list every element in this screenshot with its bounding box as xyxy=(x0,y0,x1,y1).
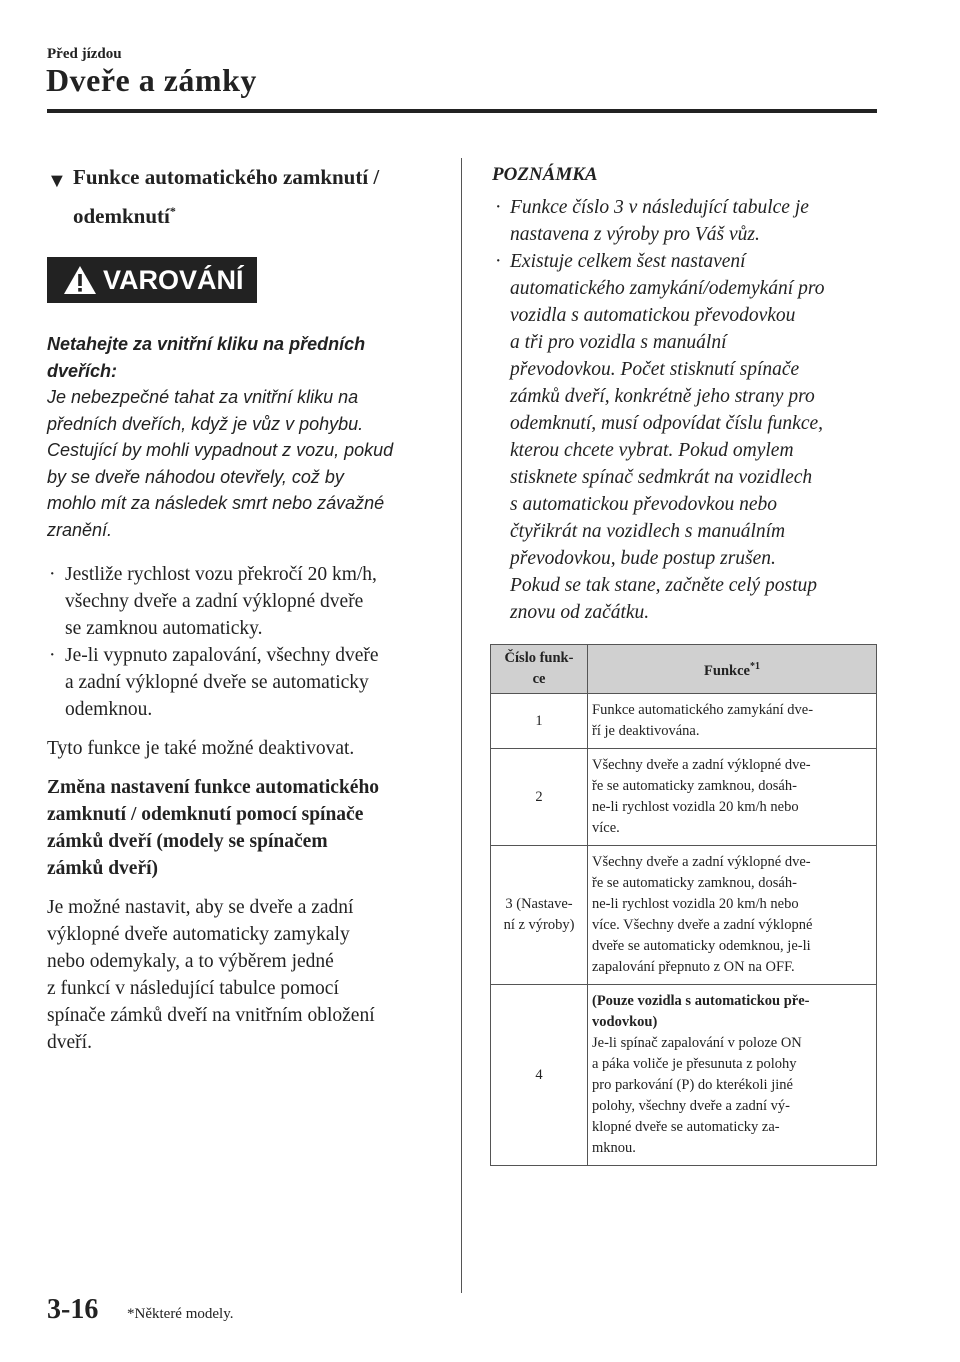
footnote-mark: *1 xyxy=(749,661,760,673)
subhead-line: Funkce automatického zamknutí / xyxy=(73,165,380,189)
cell-line: ře se automaticky zamknou, dosáh- xyxy=(592,778,797,794)
column-header-function: Funkce$^{*1}$ xyxy=(588,645,877,694)
footnote-mark: * xyxy=(169,204,176,218)
note-list xyxy=(492,194,877,626)
note-line: znovu od začátku. xyxy=(510,602,650,623)
note-line: převodovkou. Počet stisknutí spínače xyxy=(510,359,800,380)
note-line: Funkce číslo 3 v následující tabulce je xyxy=(510,197,809,218)
function-description-cell xyxy=(588,846,877,985)
right-column xyxy=(492,160,877,626)
bold-line: zamknutí / odemknutí pomocí spínače xyxy=(47,804,364,825)
bold-line: zámků dveří (modely se spínačem xyxy=(47,831,328,852)
cell-line: klopné dveře se automaticky za- xyxy=(592,1119,780,1135)
warning-text-line: zranění. xyxy=(47,519,113,540)
list-item xyxy=(47,561,442,642)
bold-line: zámků dveří) xyxy=(47,858,159,879)
warning-heading-line: dveřích: xyxy=(47,360,118,381)
cell-line: Funkce automatického zamykání dve- xyxy=(592,702,814,718)
cell-line: ne-li rychlost vozidla 20 km/h nebo xyxy=(592,799,799,815)
note-line: stisknete spínač sedmkrát na vozidlech xyxy=(510,467,813,488)
cell-line: ní z výroby) xyxy=(503,917,575,933)
cell-line: více. xyxy=(592,820,620,836)
bold-line: Změna nastavení funkce automatického xyxy=(47,777,380,798)
warning-text-line: předních dveřích, když je vůz v pohybu. xyxy=(47,413,364,434)
subhead-line: odemknutí* xyxy=(73,204,176,228)
paragraph xyxy=(47,894,442,1056)
para-line: nebo odemykaly, a to výběrem jedné xyxy=(47,951,334,972)
note-line: převodovkou, bude postup zrušen. xyxy=(510,548,776,569)
para-line: Je možné nastavit, aby se dveře a zadní xyxy=(47,897,354,918)
bold-heading-paragraph xyxy=(47,774,442,882)
cell-line: více. Všechny dveře a zadní výklopné xyxy=(592,917,813,933)
paragraph: Tyto funkce je také možné deaktivovat. xyxy=(47,738,355,759)
note-line: vozidla s automatickou převodovkou xyxy=(510,305,796,326)
warning-body xyxy=(47,331,442,543)
bullet-dot-icon: · xyxy=(495,197,502,218)
list-item xyxy=(492,248,877,626)
bullet-line: Je-li vypnuto zapalování, všechny dveře xyxy=(65,645,379,666)
cell-line: Všechny dveře a zadní výklopné dve- xyxy=(592,854,811,870)
page-number: 3-16 xyxy=(47,1294,99,1325)
table-row xyxy=(491,694,877,749)
function-description-cell xyxy=(588,694,877,749)
table-row xyxy=(491,985,877,1166)
warning-text-line: mohlo mít za následek smrt nebo závažné xyxy=(47,493,385,513)
warning-heading-line: Netahejte za vnitřní kliku na předních xyxy=(47,334,366,354)
bullet-line: odemknou. xyxy=(65,699,153,720)
table-row xyxy=(491,749,877,846)
function-number-cell xyxy=(491,985,588,1166)
list-item xyxy=(492,194,877,248)
bullet-dot-icon: · xyxy=(49,564,56,585)
bullet-line: všechny dveře a zadní výklopné dveře xyxy=(65,591,364,612)
note-line: odemknutí, musí odpovídat číslu funkce, xyxy=(510,413,824,434)
header-rule xyxy=(47,109,877,113)
cell-line: polohy, všechny dveře a zadní vý- xyxy=(592,1098,790,1114)
note-line: nastavena z výroby pro Váš vůz. xyxy=(510,224,760,245)
cell-line: (Pouze vozidla s automatickou pře- xyxy=(592,993,810,1009)
cell-line: vodovkou) xyxy=(592,1014,658,1030)
cell-line: ne-li rychlost vozidla 20 km/h nebo xyxy=(592,896,799,912)
cell-line: Je-li spínač zapalování v poloze ON xyxy=(592,1035,802,1051)
cell-line: zapalování přepnuto z ON na OFF. xyxy=(592,959,795,975)
function-number-cell xyxy=(491,846,588,985)
note-line: Pokud se tak stane, začněte celý postup xyxy=(510,575,818,596)
warning-text-line: by se dveře náhodou otevřely, což by xyxy=(47,466,344,487)
function-description-cell xyxy=(588,985,877,1166)
warning-triangle-icon xyxy=(63,265,97,295)
note-line: zámků dveří, konkrétně jeho strany pro xyxy=(510,386,815,407)
cell-line: 4 xyxy=(535,1066,543,1083)
section-title: Dveře a zámky xyxy=(46,62,257,98)
bullet-dot-icon: · xyxy=(49,645,56,666)
subsection-heading xyxy=(47,160,442,233)
function-number-cell xyxy=(491,694,588,749)
cell-line: ře se automaticky zamknou, dosáh- xyxy=(592,875,797,891)
warning-text-line: Cestující by mohli vypadnout z vozu, pokud xyxy=(47,440,394,460)
para-line: výklopné dveře automaticky zamykaly xyxy=(47,924,350,945)
cell-line: pro parkování (P) do kterékoli jiné xyxy=(592,1077,793,1093)
cell-line: Všechny dveře a zadní výklopné dve- xyxy=(592,757,811,773)
header-line: ce xyxy=(532,671,546,687)
cell-line: mknou. xyxy=(592,1140,636,1156)
bullet-dot-icon: · xyxy=(495,251,502,272)
note-line: automatického zamykání/odemykání pro xyxy=(510,278,825,299)
list-item xyxy=(47,642,442,723)
cell-line: 3 (Nastave- xyxy=(505,896,573,912)
table-header-row xyxy=(491,645,877,694)
function-table xyxy=(490,644,877,1166)
bullet-line: Jestliže rychlost vozu překročí 20 km/h, xyxy=(65,564,377,585)
cell-line: 1 xyxy=(535,712,543,729)
footnote: *Některé modely. xyxy=(127,1306,234,1322)
column-header-number xyxy=(491,645,588,694)
bullet-line: a zadní výklopné dveře se automaticky xyxy=(65,672,369,693)
warning-banner xyxy=(47,257,257,303)
warning-label: VAROVÁNÍ xyxy=(103,264,244,295)
section-label: Před jízdou xyxy=(47,46,122,62)
note-line: kterou chcete vybrat. Pokud omylem xyxy=(510,440,794,461)
bullet-list xyxy=(47,561,442,723)
column-divider xyxy=(461,158,462,1293)
triangle-marker-icon: ▼ xyxy=(47,170,67,192)
table-row xyxy=(491,846,877,985)
left-column xyxy=(47,160,442,1056)
para-line: spínače zámků dveří na vnitřním obložení xyxy=(47,1005,375,1026)
note-line: čtyřikrát na vozidlech s manuálním xyxy=(510,521,786,542)
cell-line: ří je deaktivována. xyxy=(592,723,700,739)
cell-line: a páka voliče je přesunuta z polohy xyxy=(592,1056,797,1072)
function-number-cell xyxy=(491,749,588,846)
cell-line: dveře se automaticky odemknou, je-li xyxy=(592,938,811,954)
note-title: POZNÁMKA xyxy=(492,164,598,185)
function-description-cell xyxy=(588,749,877,846)
note-line: a tři pro vozidla s manuální xyxy=(510,332,727,353)
note-line: s automatickou převodovkou nebo xyxy=(510,494,777,515)
warning-text-line: Je nebezpečné tahat za vnitřní kliku na xyxy=(47,387,359,407)
note-line: Existuje celkem šest nastavení xyxy=(510,251,746,272)
bullet-line: se zamknou automaticky. xyxy=(65,618,263,639)
para-line: dveří. xyxy=(47,1032,92,1053)
header-line: Číslo funk- xyxy=(504,650,574,666)
para-line: z funkcí v následující tabulce pomocí xyxy=(47,978,339,999)
cell-line: 2 xyxy=(535,788,543,805)
